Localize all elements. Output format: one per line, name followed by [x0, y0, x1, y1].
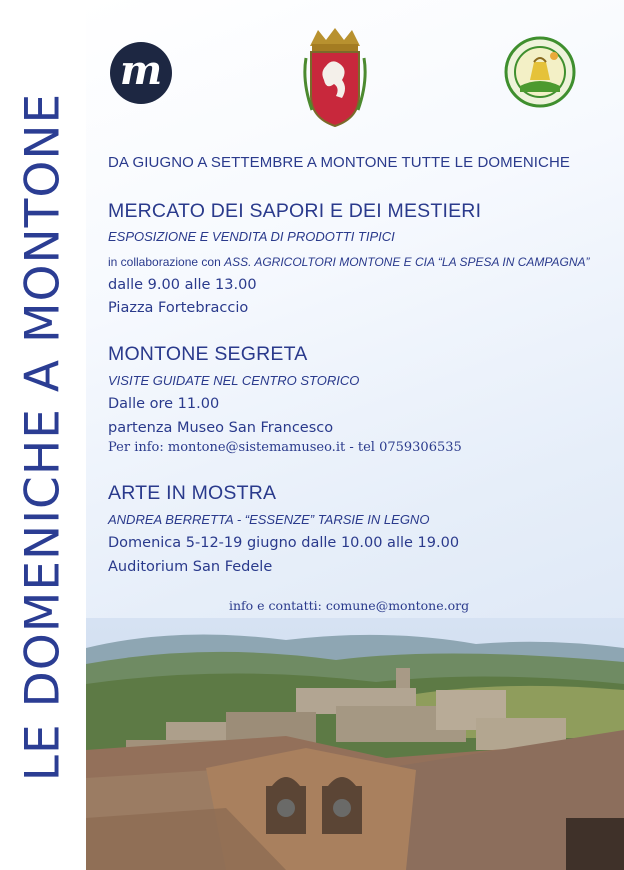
montone-crest-logo: [302, 26, 368, 130]
museum-m-logo: [110, 42, 172, 104]
event-2-title: MONTONE SEGRETA: [108, 343, 308, 365]
event-1-collaboration: [108, 255, 589, 269]
intro-line: DA GIUGNO A SETTEMBRE A MONTONE TUTTE LE DOMENICHE: [108, 154, 571, 171]
event-1-subtitle: ESPOSIZIONE E VENDITA DI PRODOTTI TIPICI: [108, 229, 395, 244]
event-2-time: Dalle ore 11.00: [108, 396, 220, 412]
event-3-time: Domenica 5-12-19 giugno dalle 10.00 alle 19.00: [108, 535, 460, 551]
montone-landscape-photo: [86, 618, 624, 870]
contact-line: info e contatti: comune@montone.org: [229, 598, 470, 613]
event-1-collab-prefix: in collaborazione con: [108, 255, 225, 269]
event-1-title: MERCATO DEI SAPORI E DEI MESTIERI: [108, 200, 482, 222]
event-3-title: ARTE IN MOSTRA: [108, 482, 277, 504]
event-1-place: Piazza Fortebraccio: [108, 300, 249, 316]
content-panel: [86, 0, 624, 870]
event-2-subtitle: VISITE GUIDATE NEL CENTRO STORICO: [108, 373, 360, 388]
museum-m-letter: m: [119, 47, 163, 94]
event-3-subtitle: ANDREA BERRETTA - “ESSENZE” TARSIE IN LEGNO: [108, 512, 430, 527]
event-1-time: dalle 9.00 alle 13.00: [108, 277, 257, 293]
event-3-place: Auditorium San Fedele: [108, 559, 273, 575]
event-2-info: Per info: montone@sistemamuseo.it - tel 0759306535: [108, 440, 462, 455]
event-1-collab-partners: ASS. AGRICOLTORI MONTONE E CIA “LA SPESA IN CAMPAGNA”: [224, 255, 590, 269]
vertical-title: LE DOMENICHE A MONTONE: [15, 92, 71, 782]
la-spesa-in-campagna-logo: [504, 36, 576, 108]
event-2-place: partenza Museo San Francesco: [108, 420, 334, 436]
left-title-band: [0, 0, 86, 870]
